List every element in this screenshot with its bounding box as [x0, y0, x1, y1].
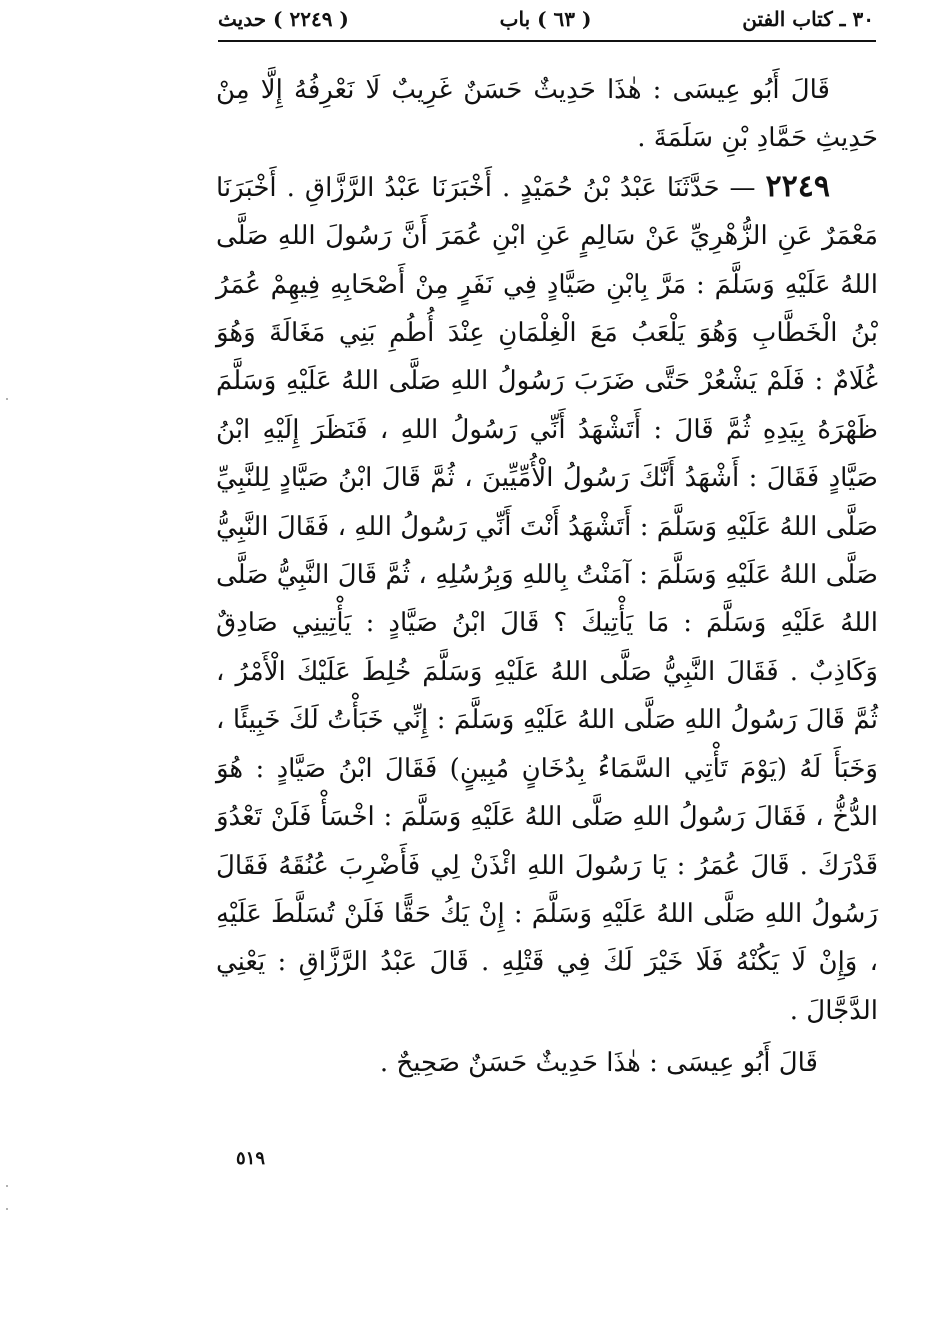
header-divider	[218, 40, 876, 42]
header-book-title: ٣٠ ـ كتاب الفتن	[742, 7, 874, 31]
margin-speck	[6, 1185, 8, 1187]
running-header	[218, 2, 874, 36]
attribution-paragraph-1: قَالَ أَبُو عِيسَى : هٰذَا حَدِيثٌ حَسَنٌ غَرِيبٌ لَا نَعْرِفُهُ إِلَّا مِنْ حَدِيثِ حَمَّادِ بْنِ سَلَمَةَ .	[216, 75, 878, 154]
hadith-text: — حَدَّثَنَا عَبْدُ بْنُ حُمَيْدٍ . أَخْبَرَنَا عَبْدُ الرَّزَّاقِ . أَخْبَرَنَا مَعْمَرٌ عَنِ الزُّهْرِيِّ عَنْ سَالِمٍ عَنِ ابْنِ عُمَرَ أَنَّ رَسُولَ اللهِ صَلَّى اللهُ عَلَيْهِ وَسَلَّمَ : مَرَّ بِابْنِ صَيَّادٍ فِي نَفَرٍ مِنْ أَصْحَابِهِ فِيهِمْ عُمَرُ بْنُ الْخَطَّابِ وَهُوَ يَلْعَبُ مَعَ الْغِلْمَانِ عِنْدَ أُطُمِ بَنِي مَغَالَةَ وَهُوَ غُلَامٌ : فَلَمْ يَشْعُرْ حَتَّى ضَرَبَ رَسُولُ اللهِ صَلَّى اللهُ عَلَيْهِ وَسَلَّمَ ظَهْرَهُ بِيَدِهِ ثُمَّ قَالَ : أَتَشْهَدُ أَنِّي رَسُولُ اللهِ ، فَنَظَرَ إِلَيْهِ ابْنُ صَيَّادٍ فَقَالَ : أَشْهَدُ أَنَّكَ رَسُولُ الْأُمِّيِّينَ ، ثُمَّ قَالَ ابْنُ صَيَّادٍ لِلنَّبِيِّ صَلَّى اللهُ عَلَيْهِ وَسَلَّمَ : أَتَشْهَدُ أَنْتَ أَنِّي رَسُولُ اللهِ ، فَقَالَ النَّبِيُّ صَلَّى اللهُ عَلَيْهِ وَسَلَّمَ : آمَنْتُ بِاللهِ وَبِرُسُلِهِ ، ثُمَّ قَالَ النَّبِيُّ صَلَّى اللهُ عَلَيْهِ وَسَلَّمَ : مَا يَأْتِيكَ ؟ قَالَ ابْنُ صَيَّادٍ : يَأْتِينِي صَادِقٌ وَكَاذِبٌ . فَقَالَ النَّبِيُّ صَلَّى اللهُ عَلَيْهِ وَسَلَّمَ خُلِطَ عَلَيْكَ الْأَمْرُ ، ثُمَّ قَالَ رَسُولُ اللهِ صَلَّى اللهُ عَلَيْهِ وَسَلَّمَ : إِنِّي خَبَأْتُ لَكَ خَبِيئًا ، وَخَبَأَ لَهُ (يَوْمَ تَأْتِي السَّمَاءُ بِدُخَانٍ مُبِينٍ) فَقَالَ ابْنُ صَيَّادٍ : هُوَ الدُّخُّ ، فَقَالَ رَسُولُ اللهِ صَلَّى اللهُ عَلَيْهِ وَسَلَّمَ : اخْسَأْ فَلَنْ تَعْدُوَ قَدْرَكَ . قَالَ عُمَرُ : يَا رَسُولَ اللهِ ائْذَنْ لِي فَأَضْرِبَ عُنُقَهُ فَقَالَ رَسُولُ اللهِ صَلَّى اللهُ عَلَيْهِ وَسَلَّمَ : إِنْ يَكُ حَقًّا فَلَنْ تُسَلَّطَ عَلَيْهِ ، وَإِنْ لَا يَكُنْهُ فَلَا خَيْرَ لَكَ فِي قَتْلِهِ . قَالَ عَبْدُ الرَّزَّاقِ : يَعْنِي الدَّجَّالَ .	[216, 172, 878, 1026]
attribution-paragraph-2: قَالَ أَبُو عِيسَى : هٰذَا حَدِيثٌ حَسَنٌ صَحِيحٌ .	[379, 1048, 818, 1079]
page-body	[216, 66, 878, 1088]
margin-speck	[6, 398, 8, 400]
printer-signature: ٥١٩	[236, 1148, 266, 1169]
margin-speck	[6, 1208, 8, 1210]
header-hadith-reference: ( ٢٢٤٩ ) حديث	[218, 7, 349, 31]
hadith-number: ٢٢٤٩	[765, 168, 830, 204]
hadith-paragraph	[216, 163, 878, 1035]
header-chapter: ( ٦٣ ) باب	[499, 7, 592, 31]
